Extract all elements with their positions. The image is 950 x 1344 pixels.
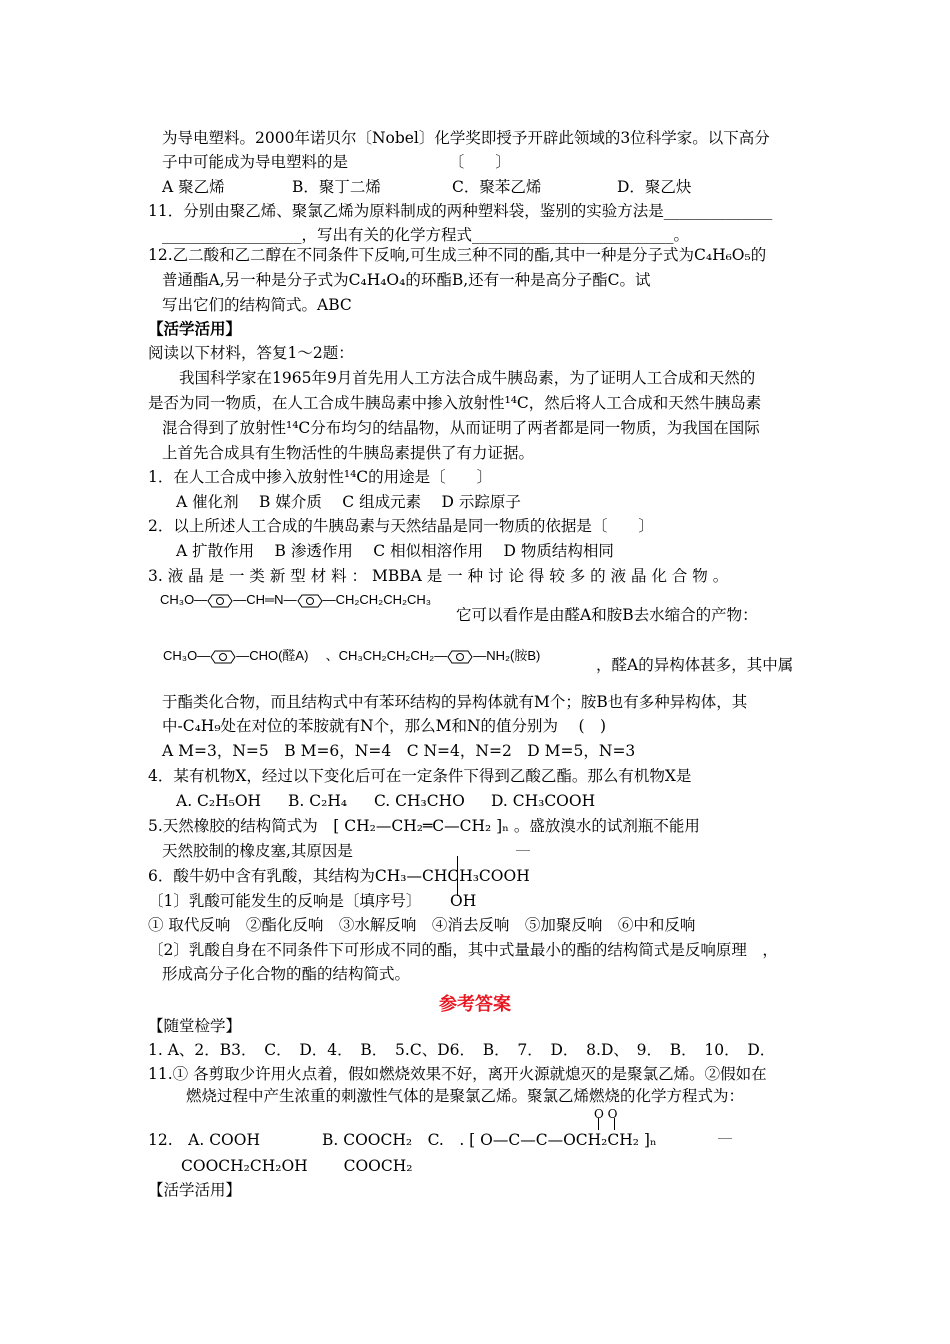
text-line: 上首先合成具有生物活性的牛胰岛素提供了有力证据。 (162, 444, 535, 462)
question-5: 5.天然橡胶的结构简式为 [ CH₂—CH₂═C—CH₂ ]ₙ 。盛放溴水的试剂瓶不能用 (148, 817, 700, 835)
oxygen-labels: O O (594, 1107, 618, 1121)
formula-part: —CHO(醛A) (236, 648, 309, 663)
text-line: 我国科学家在1965年9月首先用人工方法合成牛胰岛素，为了证明人工合成和天然的 (148, 369, 756, 387)
answer-title: 参考答案 (439, 994, 511, 1015)
section-heading: 【活学活用】 (148, 1181, 242, 1199)
answer-11: 11.① 各剪取少许用火点着，假如燃烧效果不好，离开火源就熄灭的是聚氯乙烯。②假如在 (148, 1065, 767, 1083)
bond-line (614, 1118, 615, 1130)
mbba-structure (160, 592, 431, 608)
options-line: A 扩散作用 B 渗透作用 C 相似相溶作用 D 物质结构相同 (176, 542, 614, 560)
text-line: ，醛A的异构体甚多，其中属 (596, 656, 794, 674)
option-c: C．聚苯乙烯 (452, 178, 542, 196)
option-b: B. C₂H₄ (288, 792, 348, 810)
hydroxyl-label: OH (450, 892, 477, 910)
text-line: 〔1〕乳酸可能发生的反响是〔填序号〕 (148, 892, 422, 910)
option-a: A. C₂H₅OH (176, 792, 262, 810)
formula-part: —CH═N— (233, 592, 297, 607)
text-line: 子中可能成为导电塑料的是 〔 〕 (162, 153, 511, 171)
text-line: __________________，写出有关的化学方程式__________________________。 (162, 226, 690, 244)
text-line: 写出它们的结构简式。ABC (162, 296, 352, 314)
options-line: ① 取代反响 ②酯化反响 ③水解反响 ④消去反响 ⑤加聚反响 ⑥中和反响 (148, 916, 696, 934)
formula-part: CH₃O— (163, 648, 211, 663)
benzene-ring-icon (297, 594, 323, 608)
benzene-ring-icon (210, 650, 236, 664)
question-1: 1．在人工合成中掺入放射性¹⁴C的用途是〔 〕 (148, 468, 493, 486)
text-line: 阅读以下材料，答复1～2题： (148, 344, 354, 362)
formula-part: —CH₂CH₂CH₂CH₃ (322, 592, 432, 607)
option-a: A 聚乙烯 (162, 178, 225, 196)
option-c: C. CH₃CHO (374, 792, 465, 810)
text-line: COOCH₂CH₂OH COOCH₂ (181, 1157, 413, 1175)
benzene-ring-icon (447, 650, 473, 664)
option-d: D．聚乙炔 (617, 178, 692, 196)
formula-part: CH₃CH₂CH₂CH₂— (338, 648, 448, 663)
text-line: 为导电塑料。2000年诺贝尔〔Nobel〕化学奖即授予开辟此领域的3位科学家。以下高分 (162, 129, 770, 147)
answers-line: 1. A、2．B3． C． D．4． B． 5.C、D6． B． 7． D． 8.D、 9． B． 10． D． (148, 1041, 776, 1059)
text-line: 混合得到了放射性¹⁴C分布均匀的结晶物，从而证明了两者都是同一物质，为我国在国际 (162, 419, 760, 437)
divider (516, 850, 530, 851)
options-line (176, 791, 595, 811)
divider (718, 1138, 732, 1139)
formula-part: CH₃O— (160, 592, 208, 607)
aldehyde-amine-structures (163, 645, 540, 664)
question-12: 12.乙二酸和乙二醇在不同条件下反响,可生成三种不同的酯,其中一种是分子式为C₄H₆O₅的 (148, 246, 767, 264)
question-2: 2．以上所述人工合成的牛胰岛素与天然结晶是同一物质的依据是〔 〕 (148, 517, 654, 535)
text-line: 它可以看作是由醛A和胺B去水缩合的产物： (456, 606, 758, 624)
options-line (162, 177, 691, 197)
question-4: 4．某有机物X，经过以下变化后可在一定条件下得到乙酸乙酯。那么有机物X是 (148, 767, 692, 785)
question-11: 11．分别由聚乙烯、聚氯乙烯为原料制成的两种塑料袋，鉴别的实验方法是______________ (148, 202, 773, 220)
options-line: A M=3，N=5 B M=6，N=4 C N=4，N=2 D M=5，N=3 (162, 742, 636, 760)
bond-line (598, 1118, 599, 1130)
question-6: 6．酸牛奶中含有乳酸，其结构为CH₃—CHCH₃COOH (148, 867, 530, 885)
text-line: 普通酯A,另一种是分子式为C₄H₄O₄的环酯B,还有一种是高分子酯C。试 (162, 271, 651, 289)
text-line: 是否为同一物质，在人工合成牛胰岛素中掺入放射性¹⁴C，然后将人工合成和天然牛胰岛素 (148, 394, 762, 412)
text-line: 形成高分子化合物的酯的结构简式。 (162, 965, 411, 983)
section-heading: 【随堂检学】 (148, 1017, 242, 1035)
text-line: 〔2〕乳酸自身在不同条件下可形成不同的酯，其中式量最小的酯的结构简式是反响原理 ， (148, 941, 778, 959)
section-heading: 【活学活用】 (148, 319, 242, 338)
options-line: A 催化剂 B 媒介质 C 组成元素 D 示踪原子 (176, 493, 521, 511)
formula-part: 、 (325, 648, 339, 663)
benzene-ring-icon (207, 594, 233, 608)
text-line: 中-C₄H₉处在对位的苯胺就有N个，那么M和N的值分别为 ( ) (162, 717, 607, 735)
option-d: D. CH₃COOH (491, 792, 596, 810)
formula-part: —NH₂(胺B) (473, 648, 541, 663)
answer-12: 12. A. COOH B. COOCH₂ C. . [ O—C—C—OCH₂CH₂ ]ₙ (148, 1131, 657, 1149)
text-line: 天然胶制的橡皮塞,其原因是 (162, 842, 353, 860)
option-b: B．聚丁二烯 (292, 178, 381, 196)
question-3: 3. 液 晶 是 一 类 新 型 材 料 ： MBBA 是 一 种 讨 论 得 较 多 的 液 晶 化 合 物 。 (148, 567, 729, 585)
text-line: 于酯类化合物，而且结构式中有苯环结构的异构体就有M个；胺B也有多种异构体，其 (162, 693, 748, 711)
text-line: 燃烧过程中产生浓重的刺激性气体的是聚氯乙烯。聚氯乙烯燃烧的化学方程式为： (186, 1087, 745, 1105)
